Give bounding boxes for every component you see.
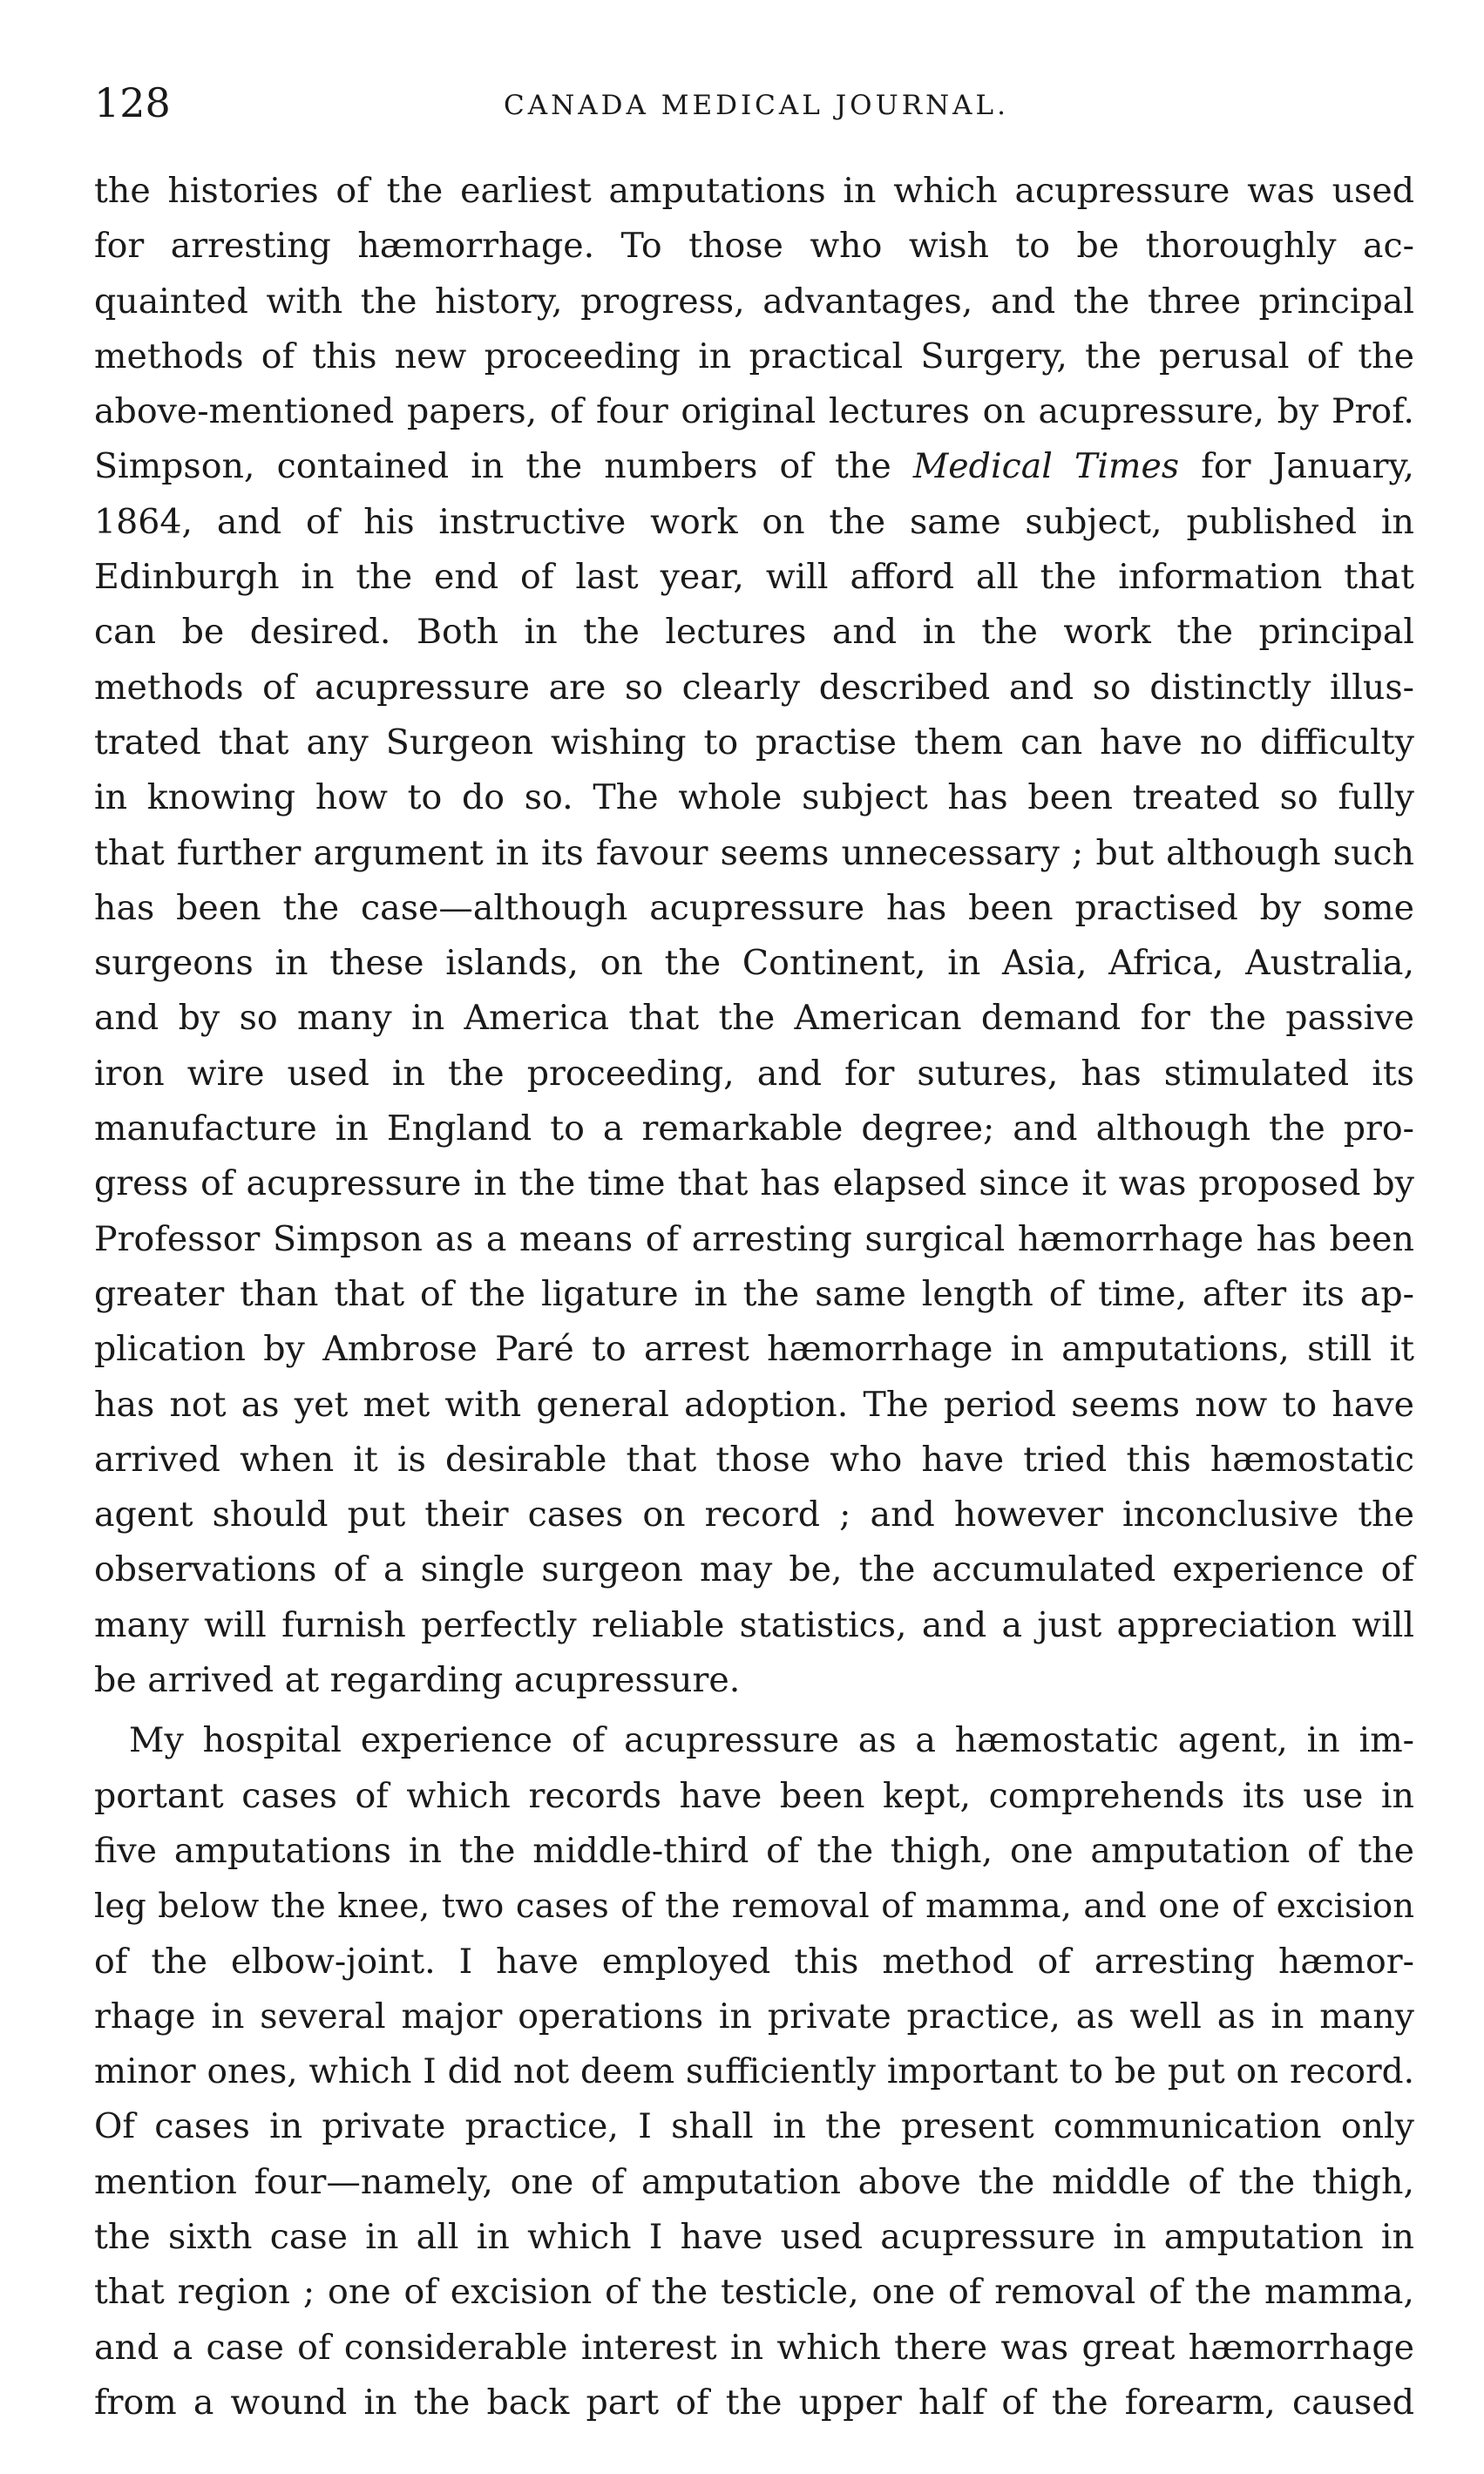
body-text [94,164,1414,2430]
text-line: methods of this new proceeding in practical Surgery, the perusal of the [94,336,1414,376]
text-line: 1864, and of his instructive work on the same subject, published in [94,501,1414,542]
text-line: that region ; one of excision of the testicle, one of removal of the mamma, [94,2272,1414,2313]
text-line: and a case of considerable interest in which there was great hæmorrhage [94,2327,1414,2368]
text-line: rhage in several major operations in private practice, as well as in many [94,1996,1414,2037]
text-line: observations of a single surgeon may be, the accumulated experience of [94,1549,1414,1590]
journal-title: CANADA MEDICAL JOURNAL. [504,90,1009,121]
text-line: the histories of the earliest amputations in which acupressure was used [94,171,1414,211]
text-line: five amputations in the middle-third of the thigh, one amputation of the [94,1830,1414,1871]
text-line: gress of acupressure in the time that has elapsed since it was proposed by [94,1163,1414,1204]
text-line: manufacture in England to a remarkable degree; and although the pro- [94,1108,1414,1149]
text-line: in knowing how to do so. The whole subject has been treated so fully [94,777,1414,818]
text-line: trated that any Surgeon wishing to practise them can have no difficulty [94,722,1414,763]
text-line-with-italic [94,439,1414,494]
text-line: Edinburgh in the end of last year, will afford all the information that [94,557,1414,598]
text-line: the sixth case in all in which I have used acupressure in amputation in [94,2216,1414,2257]
text-line: agent should put their cases on record ; and however inconclusive the [94,1495,1414,1535]
paragraph-1 [94,164,1414,1708]
text-line: arrived when it is desirable that those who have tried this hæmostatic [94,1439,1414,1480]
text-line: iron wire used in the proceeding, and for sutures, has stimulated its [94,1053,1414,1094]
text-line: plication by Ambrose Paré to arrest hæmorrhage in amputations, still it [94,1329,1414,1370]
text-line: from a wound in the back part of the upper half of the forearm, caused [94,2382,1414,2423]
text-line: portant cases of which records have been kept, comprehends its use in [94,1775,1414,1816]
text-segment: Simpson, contained in the numbers of the [94,446,891,487]
text-segment: for January, [1201,446,1414,487]
text-line: minor ones, which I did not deem sufficiently important to be put on record. [94,2052,1414,2092]
text-line: mention four—namely, one of amputation above the middle of the thigh, [94,2161,1414,2202]
text-line: leg below the knee, two cases of the removal of mamma, and one of excision [94,1887,1414,1927]
text-line: My hospital experience of acupressure as a hæmostatic agent, in im- [129,1720,1414,1761]
text-line: methods of acupressure are so clearly described and so distinctly illus- [94,667,1414,708]
italic-journal-name: Medical Times [912,446,1180,487]
paragraph-2 [94,1713,1414,2430]
text-line: above-mentioned papers, of four original lectures on acupressure, by Prof. [94,391,1414,432]
text-line: surgeons in these islands, on the Continent, in Asia, Africa, Australia, [94,943,1414,984]
text-line: Of cases in private practice, I shall in the present communication only [94,2106,1414,2147]
text-line: and by so many in America that the American demand for the passive [94,998,1414,1039]
text-line: can be desired. Both in the lectures and in the work the principal [94,612,1414,653]
text-line: of the elbow-joint. I have employed this method of arresting hæmor- [94,1941,1414,1982]
text-line: for arresting hæmorrhage. To those who wish to be thoroughly ac- [94,226,1414,267]
running-head [94,77,1419,138]
text-line: Professor Simpson as a means of arresting surgical hæmorrhage has been [94,1218,1414,1259]
text-line: that further argument in its favour seems unnecessary ; but although such [94,832,1414,873]
text-line: be arrived at regarding acupressure. [94,1660,741,1701]
text-line: has not as yet met with general adoption. The period seems now to have [94,1384,1414,1425]
text-line: quainted with the history, progress, advantages, and the three principal [94,281,1414,322]
page-number: 128 [94,79,171,126]
text-line: many will furnish perfectly reliable statistics, and a just appreciation will [94,1604,1414,1645]
text-line: greater than that of the ligature in the same length of time, after its ap- [94,1273,1414,1314]
text-line: has been the case—although acupressure has been practised by some [94,887,1414,928]
